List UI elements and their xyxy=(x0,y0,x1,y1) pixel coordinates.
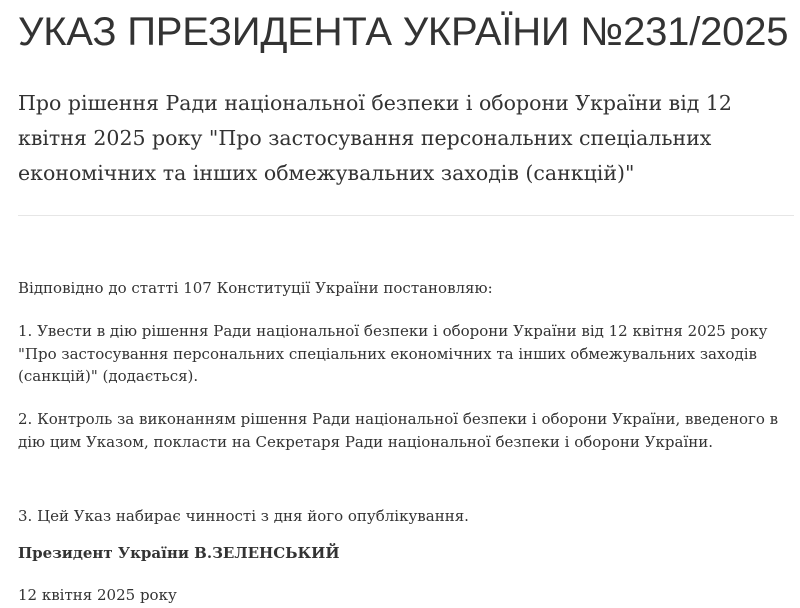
paragraph-1: 1. Увести в дію рішення Ради національної безпеки і оборони України від 12 квітня 2025 року "Про застосування персональних спеціальних економічних та інших обмежувальних заходів (санкцій)" (додається). xyxy=(18,322,768,385)
document-subtitle: Про рішення Ради національної безпеки і оборони України від 12 квітня 2025 року "Про застосування персональних спеціальних економічних та інших обмежувальних заходів (санкцій)" xyxy=(18,91,732,185)
signature-line: Президент України В.ЗЕЛЕНСЬКИЙ xyxy=(18,544,340,562)
paragraph-3: 3. Цей Указ набирає чинності з дня його опублікування. xyxy=(18,507,469,525)
document-date: 12 квітня 2025 року xyxy=(18,586,177,604)
divider xyxy=(18,215,794,216)
intro-paragraph: Відповідно до статті 107 Конституції України постановляю: xyxy=(18,279,493,297)
document-title: УКАЗ ПРЕЗИДЕНТА УКРАЇНИ №231/2025 xyxy=(18,10,789,54)
paragraph-2: 2. Контроль за виконанням рішення Ради національної безпеки і оборони України, введеного в дію цим Указом, покласти на Секретаря Ради національної безпеки і оборони України. xyxy=(18,410,779,451)
